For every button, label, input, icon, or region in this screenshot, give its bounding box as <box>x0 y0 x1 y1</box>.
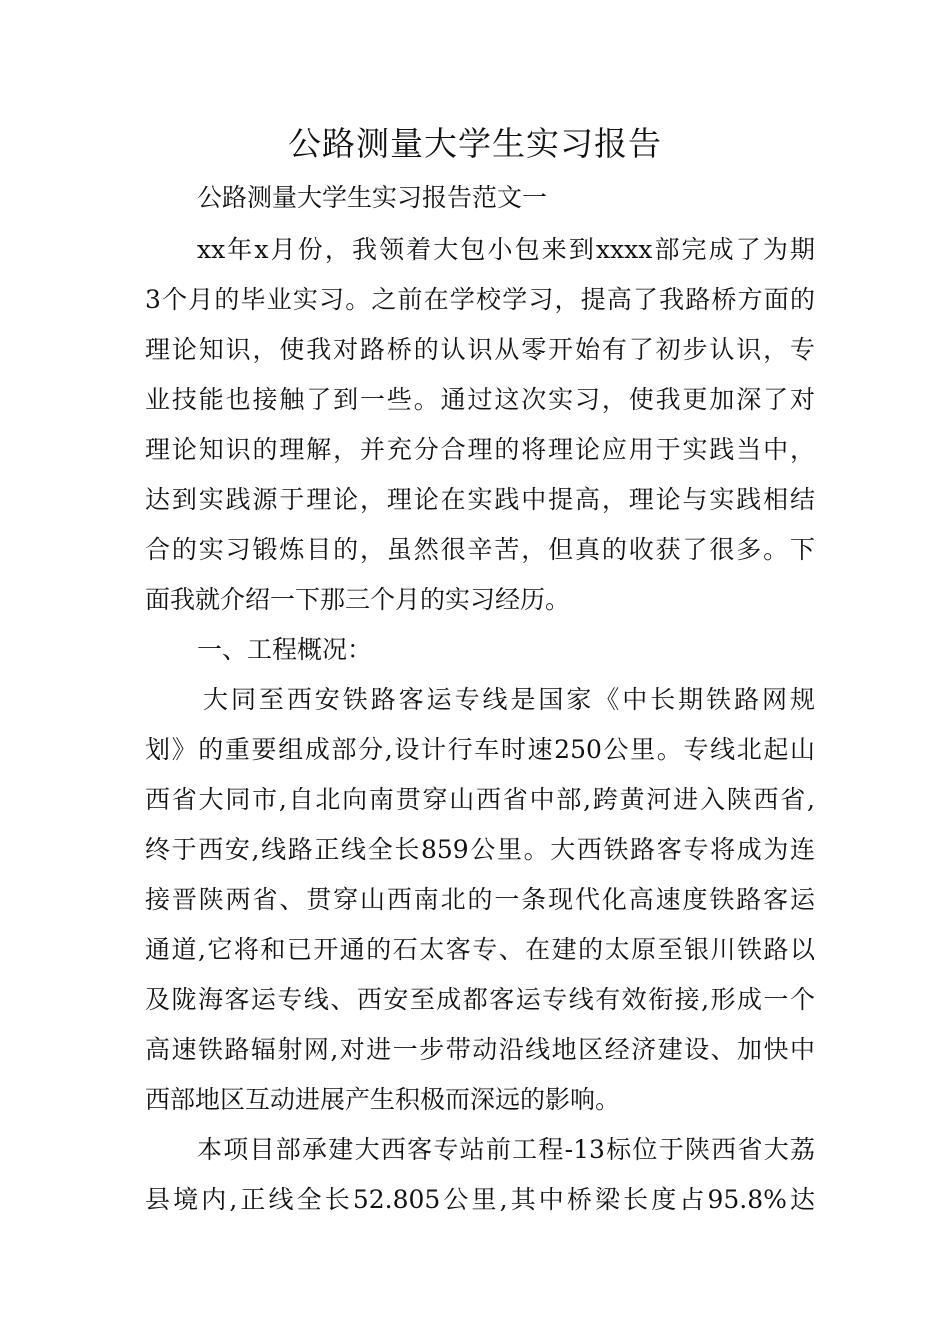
text-line: 理论知识，使我对路桥的认识从零开始有了初步认识，专 <box>145 335 815 364</box>
section-heading: 一、工程概况： <box>197 635 373 664</box>
text-line: 理论知识的理解，并充分合理的将理论应用于实践当中， <box>145 435 815 464</box>
text-line: 本项目部承建大西客专站前工程-13标位于陕西省大荔 <box>197 1135 815 1164</box>
text-line: 高速铁路辐射网,对进一步带动沿线地区经济建设、加快中 <box>145 1035 815 1064</box>
text-line: 业技能也接触了到一些。通过这次实习，使我更加深了对 <box>145 385 815 414</box>
text-line: 通道,它将和已开通的石太客专、在建的太原至银川铁路以 <box>145 935 815 964</box>
text-line: 面我就介绍一下那三个月的实习经历。 <box>145 585 571 614</box>
text-line: 达到实践源于理论，理论在实践中提高，理论与实践相结 <box>145 485 815 514</box>
text-line: 西省大同市,自北向南贯穿山西省中部,跨黄河进入陕西省, <box>145 785 815 814</box>
document-title: 公路测量大学生实习报告 <box>288 124 662 163</box>
text-line: 及陇海客运专线、西安至成都客运专线有效衔接,形成一个 <box>145 985 815 1014</box>
text-line: 划》的重要组成部分,设计行车时速250公里。专线北起山 <box>145 735 815 764</box>
text-line: 接晋陕两省、贯穿山西南北的一条现代化高速度铁路客运 <box>145 885 815 914</box>
document-subtitle: 公路测量大学生实习报告范文一 <box>197 183 548 212</box>
text-line: 终于西安,线路正线全长859公里。大西铁路客专将成为连 <box>145 835 815 864</box>
text-line: 西部地区互动进展产生积极而深远的影响。 <box>145 1085 621 1114</box>
text-line: xx年x月份，我领着大包小包来到xxxx部完成了为期 <box>197 235 815 264</box>
text-line: 合的实习锻炼目的，虽然很辛苦，但真的收获了很多。下 <box>145 535 815 564</box>
text-line: 3个月的毕业实习。之前在学校学习，提高了我路桥方面的 <box>145 285 815 314</box>
text-line: 县境内,正线全长52.805公里,其中桥梁长度占95.8%达 <box>145 1185 815 1214</box>
text-line: 大同至西安铁路客运专线是国家《中长期铁路网规 <box>203 685 815 714</box>
